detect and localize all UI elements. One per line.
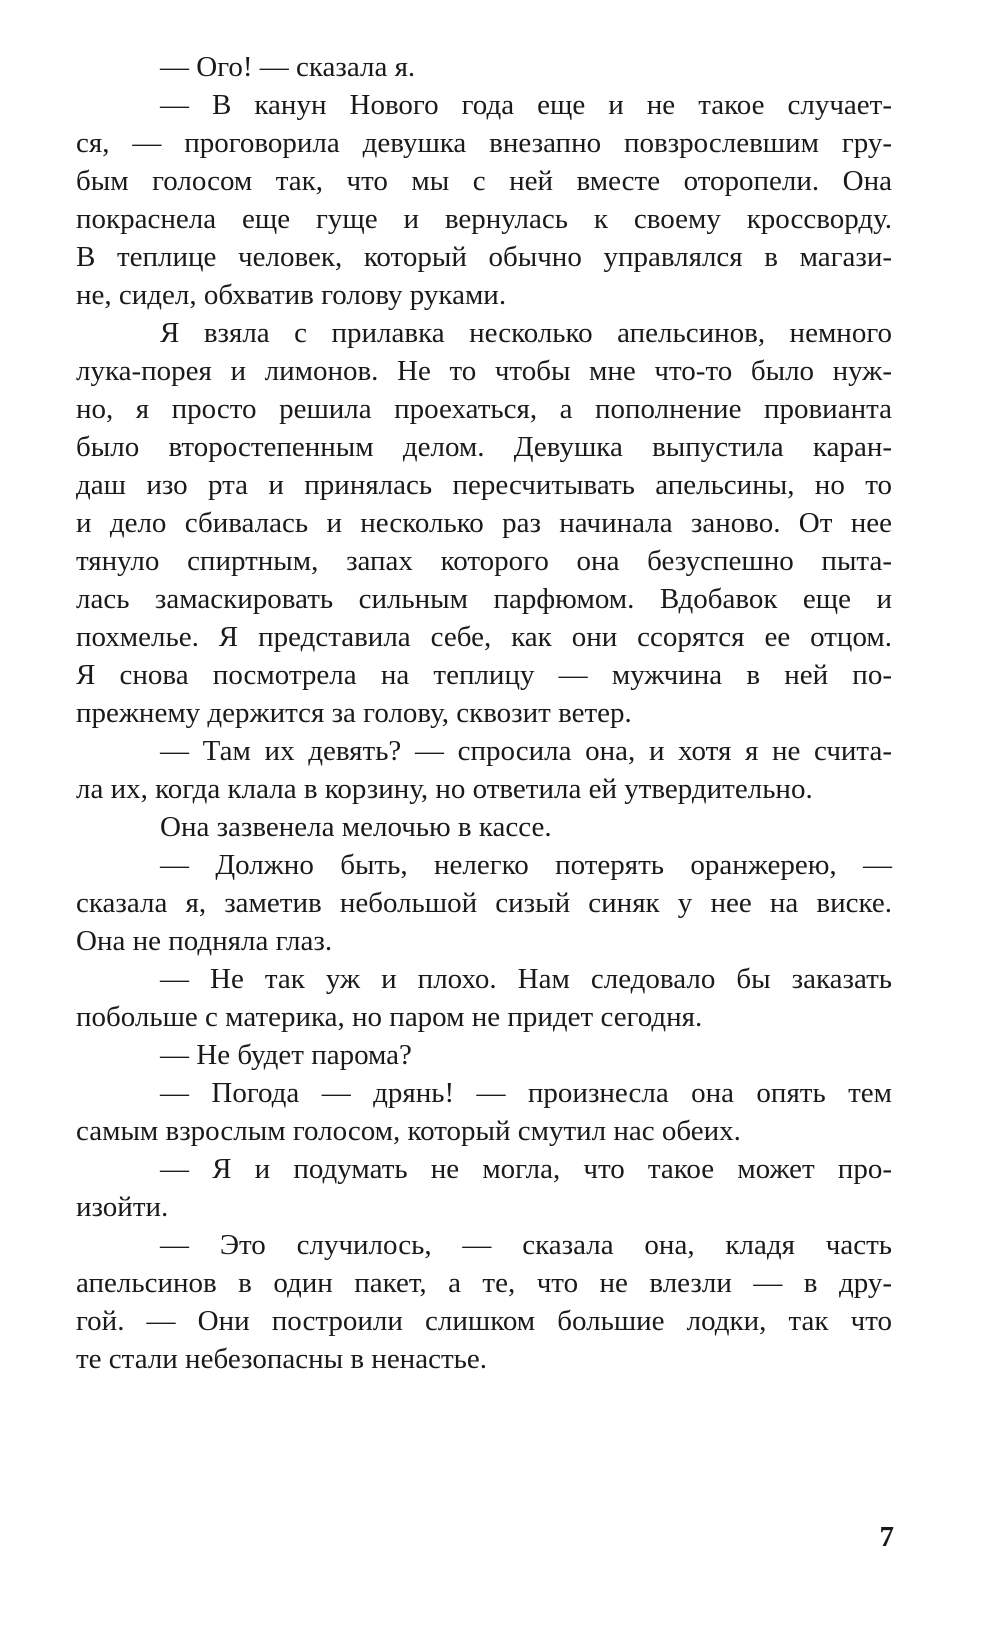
text-line: ся, — проговорила девушка внезапно повзрослевшим гру- — [76, 127, 892, 159]
text-line: даш изо рта и принялась пересчитывать апельсины, но то — [76, 469, 892, 501]
text-line: побольше с материка, но паром не придет сегодня. — [76, 1001, 703, 1033]
text-line: — Должно быть, нелегко потерять оранжерею, — — [160, 849, 892, 881]
text-line: не, сидел, обхватив голову руками. — [76, 279, 507, 311]
text-line: тянуло спиртным, запах которого она безуспешно пыта- — [76, 545, 892, 577]
text-line: апельсинов в один пакет, а те, что не влезли — в дру- — [76, 1267, 892, 1299]
text-line: изойти. — [76, 1191, 169, 1223]
text-line: самым взрослым голосом, который смутил нас обеих. — [76, 1115, 741, 1147]
text-line: В теплице человек, который обычно управлялся в магази- — [76, 241, 892, 273]
text-line: но, я просто решила проехаться, а пополнение провианта — [76, 393, 892, 425]
text-line: — В канун Нового года еще и не такое случает- — [160, 89, 892, 121]
text-line: — Ого! — сказала я. — [160, 51, 416, 83]
page-number: 7 — [879, 1521, 894, 1553]
text-line: гой. — Они построили слишком большие лодки, так что — [76, 1305, 892, 1337]
text-line: — Не так уж и плохо. Нам следовало бы заказать — [160, 963, 892, 995]
text-line: те стали небезопасны в ненастье. — [76, 1343, 487, 1375]
text-line: Я снова посмотрела на теплицу — мужчина в ней по- — [76, 659, 892, 691]
text-line: прежнему держится за голову, сквозит ветер. — [76, 697, 632, 729]
text-line: сказала я, заметив небольшой сизый синяк у нее на виске. — [76, 887, 892, 919]
text-line: похмелье. Я представила себе, как они ссорятся ее отцом. — [76, 621, 892, 653]
text-line: лука-порея и лимонов. Не то чтобы мне что-то было нуж- — [76, 355, 892, 387]
text-line: — Не будет парома? — [160, 1039, 412, 1071]
text-line: бым голосом так, что мы с ней вместе оторопели. Она — [76, 165, 892, 197]
page-body — [76, 48, 892, 1378]
text-line: — Там их девять? — спросила она, и хотя я не счита- — [160, 735, 892, 767]
text-line: покраснела еще гуще и вернулась к своему кроссворду. — [76, 203, 892, 235]
text-line: Она не подняла глаз. — [76, 925, 333, 957]
text-line: — Это случилось, — сказала она, кладя часть — [160, 1229, 892, 1261]
text-line: ла их, когда клала в корзину, но ответила ей утвердительно. — [76, 773, 813, 805]
text-line: и дело сбивалась и несколько раз начинала заново. От нее — [76, 507, 892, 539]
text-line: лась замаскировать сильным парфюмом. Вдобавок еще и — [76, 583, 892, 615]
text-line: было второстепенным делом. Девушка выпустила каран- — [76, 431, 892, 463]
text-line: Я взяла с прилавка несколько апельсинов, немного — [160, 317, 892, 349]
text-line: — Погода — дрянь! — произнесла она опять тем — [160, 1077, 892, 1109]
text-line: Она зазвенела мелочью в кассе. — [160, 811, 552, 843]
text-line: — Я и подумать не могла, что такое может про- — [160, 1153, 892, 1185]
